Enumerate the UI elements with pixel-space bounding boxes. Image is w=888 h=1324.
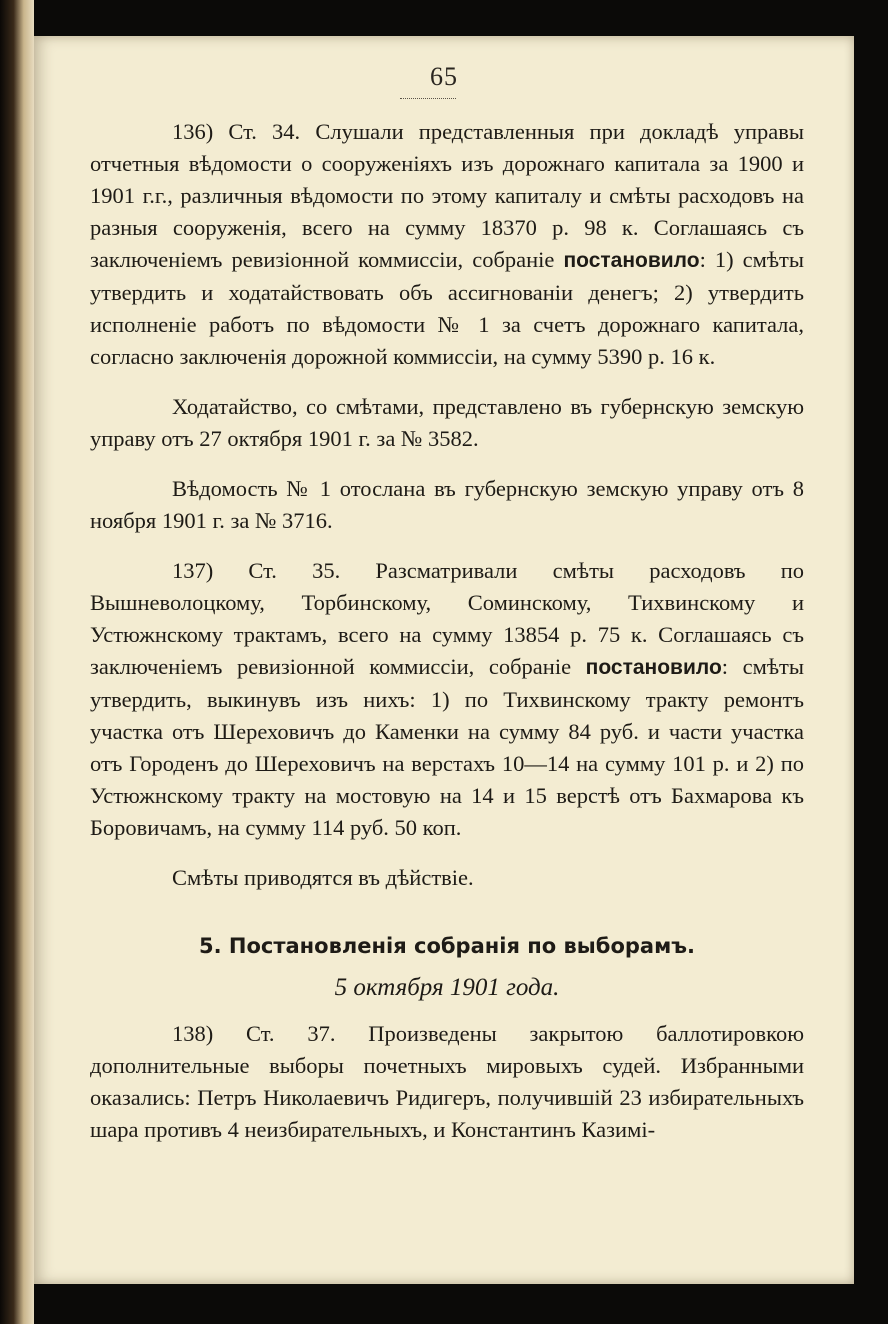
spacer <box>90 844 804 862</box>
paragraph-137-resolution: постановило <box>585 656 722 679</box>
paragraph-136-text-b: : 1) смѣты утвердить и ходатайствовать объ ассигнованіи денегъ; 2) утвердить исполненіе работъ по вѣдомости № 1 за счетъ дорожнаго капитала, согласно заключенія дорожной коммиссіи, на сумму 5390 р. 16 к. <box>90 247 805 369</box>
paragraph-vedomost: Вѣдомость № 1 отослана въ губернскую земскую управу отъ 8 ноября 1901 г. за № 3716. <box>90 476 804 533</box>
paragraph-137 <box>90 555 804 844</box>
paragraph-smety: Смѣты приводятся въ дѣйствіе. <box>172 865 474 890</box>
spacer <box>90 455 804 473</box>
date-heading: 5 октября 1901 года. <box>334 974 560 1001</box>
spacer <box>90 373 804 391</box>
page-number: 65 <box>430 62 458 91</box>
page-number-ornament <box>400 94 456 99</box>
paragraph-hodataistvo: Ходатайство, со смѣтами, представлено въ губернскую земскую управу отъ 27 октября 1901 г. за № 3582. <box>90 394 804 451</box>
spacer <box>90 537 804 555</box>
document-page <box>34 36 854 1284</box>
book-spine <box>0 0 34 1324</box>
paragraph-136-text-a: 136) Ст. 34. Слушали представленныя при докладѣ управы отчетныя вѣдомости о сооруженіяхъ изъ дорожнаго капитала за 1900 и 1901 г.г., различныя вѣдомости по этому капиталу и смѣты расходовъ на разныя сооруженія, всего на сумму 18370 р. 98 к. Соглашаясь съ заключеніемъ ревизіонной коммиссіи, собраніе <box>90 119 804 272</box>
paragraph-137-text-a: 137) Ст. 35. Разсматривали смѣты расходовъ по Вышневолоцкому, Торбинскому, Соминскому, Тихвинскому и Устюжнскому трактамъ, всего на сумму 13854 р. 75 к. Соглашаясь съ заключеніемъ ревизіонной коммиссіи, собраніе <box>90 558 804 679</box>
paragraph-136-resolution: постановило <box>563 249 700 272</box>
paragraph-136 <box>90 116 804 373</box>
section-title: 5. Постановленія собранія по выборамъ. <box>198 934 696 958</box>
page-body <box>90 116 804 1146</box>
paragraph-138: 138) Ст. 37. Произведены закрытою баллотировкою дополнительные выборы почетныхъ мировыхъ судей. Избранными оказались: Петръ Николаевичъ Ридигеръ, получившій 23 избирательныхъ шара противъ 4 неизбирательныхъ, и Константинъ Казимі- <box>90 1021 804 1142</box>
paragraph-137-text-b: : смѣты утвердить, выкинувъ изъ нихъ: 1) по Тихвинскому тракту ремонтъ участка отъ Шереховичъ до Каменки на сумму 84 руб. и части участка отъ Городенъ до Шереховичъ на верстахъ 10—14 на сумму 101 р. и 2) по Устюжнскому тракту на мостовую на 14 и 15 верстѣ отъ Бахмарова къ Боровичамъ, на сумму 114 руб. 50 коп. <box>90 654 805 840</box>
